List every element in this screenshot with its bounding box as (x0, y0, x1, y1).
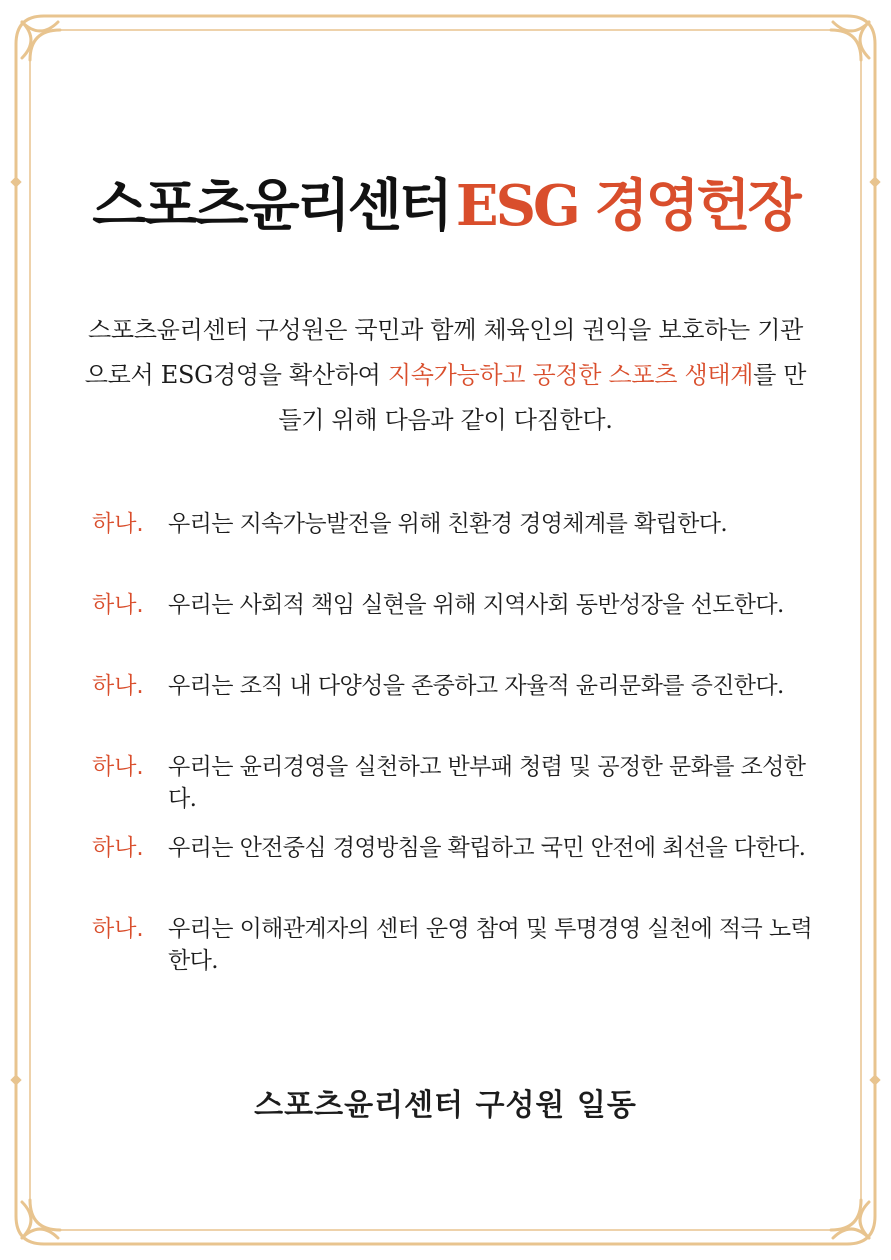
pledge-marker: 하나. (92, 673, 144, 699)
pledge-item (92, 508, 822, 589)
pledge-list (92, 508, 822, 994)
intro-paragraph (80, 308, 811, 443)
intro-highlight: 지속가능하고 공정한 스포츠 생태계 (387, 361, 754, 389)
pledge-text: 우리는 사회적 책임 실현을 위해 지역사회 동반성장을 선도한다. (168, 592, 784, 618)
title-main: 스포츠윤리센터 (92, 174, 450, 239)
pledge-text: 우리는 지속가능발전을 위해 친환경 경영체계를 확립한다. (168, 511, 728, 537)
intro-text-2: 를 만들기 위해 다음과 같이 다짐한다. (278, 361, 807, 434)
pledge-marker: 하나. (92, 592, 144, 618)
pledge-item (92, 589, 822, 670)
pledge-text: 우리는 윤리경영을 실천하고 반부패 청렴 및 공정한 문화를 조성한다. (168, 754, 806, 812)
pledge-marker: 하나. (92, 511, 144, 537)
pledge-item (92, 751, 822, 832)
pledge-marker: 하나. (92, 916, 144, 942)
pledge-marker: 하나. (92, 754, 144, 780)
pledge-text: 우리는 이해관계자의 센터 운영 참여 및 투명경영 실천에 적극 노력한다. (168, 916, 813, 974)
page-title (0, 168, 891, 245)
pledge-text: 우리는 조직 내 다양성을 존중하고 자율적 윤리문화를 증진한다. (168, 673, 784, 699)
signature: 스포츠윤리센터 구성원 일동 (254, 1088, 637, 1123)
title-accent: ESG 경영헌장 (455, 173, 799, 239)
pledge-text: 우리는 안전중심 경영방침을 확립하고 국민 안전에 최선을 다한다. (168, 835, 806, 861)
pledge-item (92, 670, 822, 751)
pledge-item (92, 913, 822, 994)
intro-text-1: 스포츠윤리센터 구성원은 국민과 함께 체육인의 권익을 보호하는 기관으로서 ESG경영을 확산하여 (84, 316, 803, 389)
pledge-marker: 하나. (92, 835, 144, 861)
pledge-item (92, 832, 822, 913)
